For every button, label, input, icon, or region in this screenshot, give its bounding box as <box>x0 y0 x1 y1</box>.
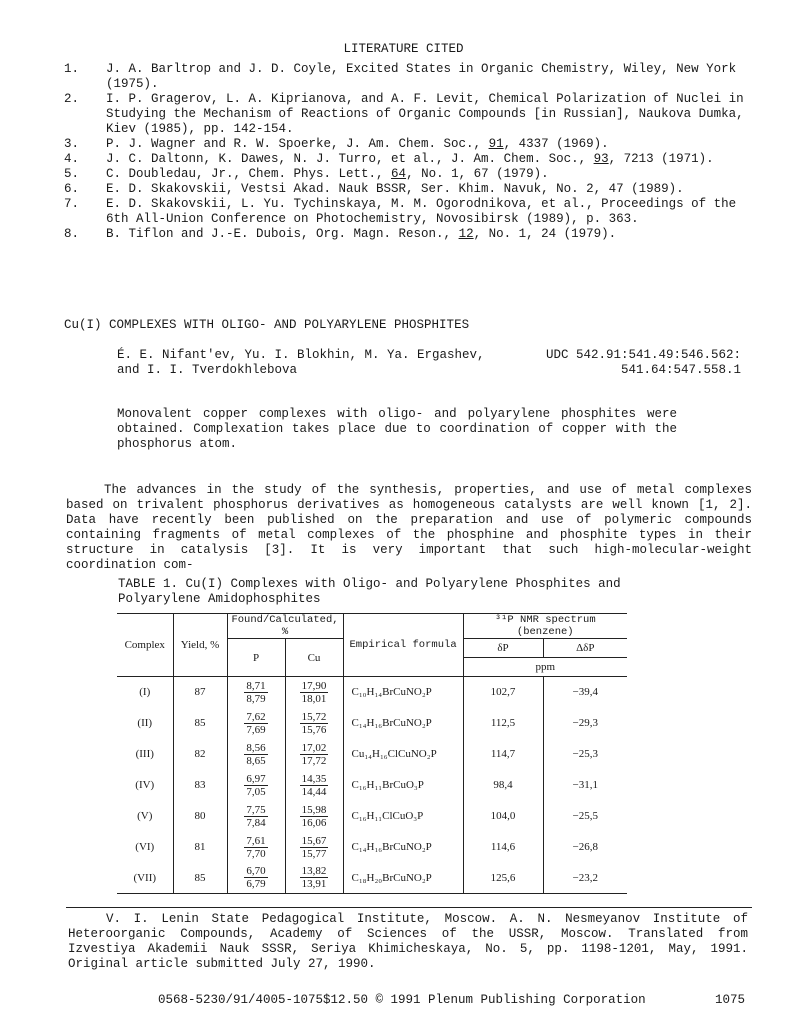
dp-value: 114,7 <box>490 748 516 760</box>
empirical-formula: C₁₄H₁₆BrCuNO₂P <box>351 717 432 729</box>
p-calc: 8,65 <box>246 754 266 767</box>
footer-rule <box>66 907 752 908</box>
yield-value: 85 <box>194 717 206 729</box>
table-title: TABLE 1. Cu(I) Complexes with Oligo- and Polyarylene Phosphites and Polyarylene Amidophosphites <box>118 577 621 606</box>
table-row <box>117 770 627 801</box>
col-complex-header: Complex <box>117 614 173 677</box>
p-calc: 7,05 <box>246 785 266 798</box>
article-title: Cu(I) COMPLEXES WITH OLIGO- AND POLYARYLENE PHOSPHITES <box>64 318 470 332</box>
reference-item: 2. I. P. Gragerov, L. A. Kiprianova, and A. F. Levit, Chemical Polarization of Nuclei in Studying the Mechanism of Reactions of Organic Compounds [in Russian], Naukova Dumka, Kiev (1985), pp. 142-154. <box>64 92 744 136</box>
complex-id: (I) <box>139 686 151 699</box>
ddp-value: −25,5 <box>572 810 598 822</box>
table-row <box>117 801 627 832</box>
dp-value: 102,7 <box>490 686 516 699</box>
p-calc: 7,70 <box>246 847 266 860</box>
cu-calc: 15,77 <box>301 847 327 860</box>
col-ppm-header: ppm <box>535 661 556 673</box>
udc-line-2: 541.64:547.558.1 <box>620 363 741 377</box>
reference-item: 7. E. D. Skakovskii, L. Yu. Tychinskaya, M. M. Ogorodnikova, et al., Proceedings of the 6th All-Union Conference on Photochemistry, Novosibirsk (1989), p. 363. <box>64 197 737 226</box>
cu-calc: 17,72 <box>301 754 327 767</box>
reference-item: 3. P. J. Wagner and R. W. Spoerke, J. Am. Chem. Soc., 91, 4337 (1969). <box>64 137 609 151</box>
reference-item: 5. C. Doubledau, Jr., Chem. Phys. Lett., 64, No. 1, 67 (1979). <box>64 167 549 181</box>
yield-value: 82 <box>194 748 206 760</box>
col-p-header: P <box>227 639 285 677</box>
intro-paragraph: The advances in the study of the synthesis, properties, and use of metal complexes based on trivalent phosphorus derivatives as homogeneous catalysts are well known [1, 2]. Data have recently been published on the preparation and use of polymeric compounds containing fragments of metal complexes of the phosphine and phosphite types in their structure in catalysis [3]. It is very important that such high-molecular-weight coordination com- <box>66 483 752 572</box>
affiliation-note: V. I. Lenin State Pedagogical Institute, Moscow. A. N. Nesmeyanov Institute of Heteroorganic Compounds, Academy of Sciences of the USSR, Moscow. Translated from Izvestiya Akademii Nauk SSSR, Seriya Khimicheskaya, No. 5, pp. 1198-1201, May, 1991. Original article submitted July 27, 1990. <box>68 912 748 971</box>
reference-item: 4. J. C. Daltonn, K. Dawes, N. J. Turro, et al., J. Am. Chem. Soc., 93, 7213 (1971). <box>64 152 714 166</box>
empirical-formula: Cu₁₄H₁₆ClCuNO₂P <box>351 748 437 760</box>
authors-line-1: É. E. Nifant'ev, Yu. I. Blokhin, M. Ya. Ergashev, <box>117 348 485 362</box>
col-formula-header: Empirical formula <box>343 614 463 677</box>
col-ddp-header: ΔδP <box>543 639 627 658</box>
cu-calc: 18,01 <box>301 692 327 705</box>
empirical-formula: C₁₄H₁₆BrCuNO₂P <box>351 841 432 853</box>
ddp-value: −26,8 <box>572 841 598 853</box>
dp-value: 125,6 <box>490 871 516 884</box>
col-yield-header: Yield, % <box>173 614 227 677</box>
reference-item: 8. B. Tiflon and J.-E. Dubois, Org. Magn. Reson., 12, No. 1, 24 (1979). <box>64 227 617 241</box>
cu-calc: 16,06 <box>301 816 327 829</box>
col-dp-header: δP <box>463 639 543 658</box>
complex-id: (V) <box>137 810 153 822</box>
col-nmr-header: ³¹P NMR spectrum (benzene) <box>463 614 627 639</box>
yield-value: 85 <box>194 871 206 884</box>
cu-found: 15,67 <box>301 834 327 847</box>
complex-id: (VI) <box>135 841 155 853</box>
cu-calc: 14,44 <box>301 785 327 798</box>
empirical-formula: C₁₀H₁₄BrCuNO₂P <box>351 686 432 699</box>
table-row <box>117 832 627 863</box>
col-found-calc-header: Found/Calculated, % <box>227 614 343 639</box>
p-found: 7,61 <box>246 834 266 847</box>
abstract: Monovalent copper complexes with oligo- and polyarylene phosphites were obtained. Complexation takes place due to coordination of copper with the phosphorus atom. <box>117 407 677 451</box>
table-row <box>117 677 627 708</box>
ddp-value: −31,1 <box>572 779 598 791</box>
dp-value: 104,0 <box>490 810 516 822</box>
complex-id: (II) <box>137 717 153 729</box>
yield-value: 83 <box>194 779 206 791</box>
p-found: 6,97 <box>246 772 266 785</box>
authors-line-2: and I. I. Tverdokhlebova <box>117 363 298 377</box>
col-cu-header: Cu <box>285 639 343 677</box>
literature-heading: LITERATURE CITED <box>343 42 464 56</box>
p-found: 8,56 <box>246 741 266 754</box>
page-number: 1075 <box>715 993 746 1007</box>
empirical-formula: C₁₆H₁₁ClCuO₃P <box>351 810 424 822</box>
complex-id: (VII) <box>133 871 157 884</box>
cu-found: 17,02 <box>301 741 327 754</box>
cu-calc: 13,91 <box>301 878 327 891</box>
cu-calc: 15,76 <box>301 723 327 736</box>
table-row <box>117 863 627 894</box>
empirical-formula: C₁₆H₁₁BrCuO₃P <box>351 779 424 791</box>
p-calc: 7,69 <box>246 723 266 736</box>
yield-value: 80 <box>194 810 206 822</box>
ddp-value: −29,3 <box>572 717 598 729</box>
publisher-line: 0568-5230/91/4005-1075$12.50 © 1991 Plenum Publishing Corporation <box>158 993 646 1007</box>
reference-item: 1. J. A. Barltrop and J. D. Coyle, Excited States in Organic Chemistry, Wiley, New York (1975). <box>64 62 737 91</box>
p-calc: 8,79 <box>246 692 266 705</box>
table-body <box>117 677 627 894</box>
cu-found: 15,98 <box>301 803 327 816</box>
table-row <box>117 708 627 739</box>
dp-value: 112,5 <box>490 717 516 729</box>
p-found: 8,71 <box>246 679 266 692</box>
p-calc: 7,84 <box>246 816 266 829</box>
ddp-value: −23,2 <box>572 871 598 884</box>
p-found: 6,70 <box>246 865 266 878</box>
cu-found: 17,90 <box>301 679 327 692</box>
empirical-formula: C₁₈H₂₀BrCuNO₂P <box>351 871 432 884</box>
complexes-table <box>117 613 627 894</box>
udc-line-1: UDC 542.91:541.49:546.562: <box>545 348 741 362</box>
cu-found: 13,82 <box>301 865 327 878</box>
cu-found: 15,72 <box>301 710 327 723</box>
complex-id: (IV) <box>135 779 155 791</box>
p-found: 7,62 <box>246 710 266 723</box>
reference-item: 6. E. D. Skakovskii, Vestsi Akad. Nauk BSSR, Ser. Khim. Navuk, No. 2, 47 (1989). <box>64 182 684 196</box>
yield-value: 81 <box>194 841 206 853</box>
ddp-value: −25,3 <box>572 748 598 760</box>
dp-value: 98,4 <box>493 779 513 791</box>
reference-list <box>64 62 754 242</box>
ddp-value: −39,4 <box>572 686 598 699</box>
dp-value: 114,6 <box>490 841 516 853</box>
yield-value: 87 <box>194 686 206 699</box>
table-row <box>117 739 627 770</box>
complex-id: (III) <box>135 748 154 760</box>
p-calc: 6,79 <box>246 878 266 891</box>
p-found: 7,75 <box>246 803 266 816</box>
cu-found: 14,35 <box>301 772 327 785</box>
